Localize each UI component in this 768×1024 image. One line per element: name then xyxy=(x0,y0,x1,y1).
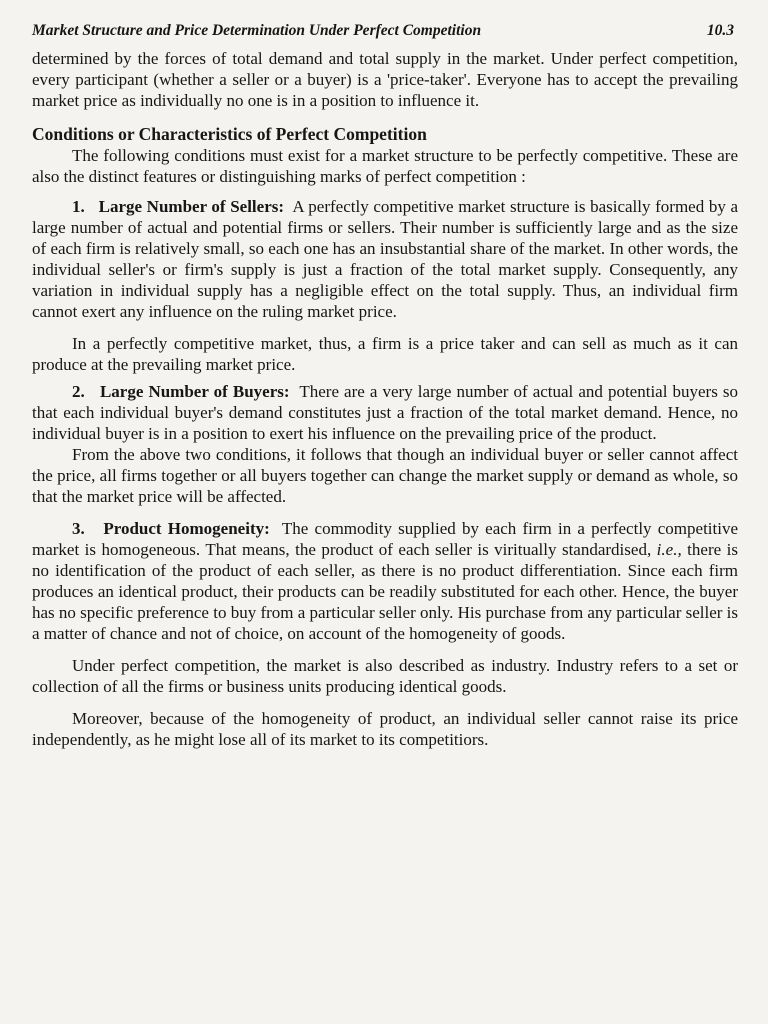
point-heading: Large Number of Buyers: xyxy=(99,382,290,401)
point-number: 1. xyxy=(72,197,85,216)
point-text: There are a very large number of actual and potential buyers so that each individual buyer's demand constitutes just a fraction of the total market demand. Hence, no individual buyer is in a position to exert his influence on the prevailing price of the product. xyxy=(32,382,739,443)
point-product-homogeneity xyxy=(32,518,738,644)
chapter-title: Market Structure and Price Determination Under Perfect Competition xyxy=(32,22,482,39)
point-number: 2. xyxy=(72,382,85,401)
point-followup: Moreover, because of the homogeneity of product, an individual seller cannot raise its price independently, as he might lose all of its market to its competitiors. xyxy=(32,709,738,749)
intro-paragraph: determined by the forces of total demand and total supply in the market. Under perfect competition, every participant (whether a seller or a buyer) is a 'price-taker'. Everyone has to accept the prevailing market price as individually no one is in a position to influence it. xyxy=(32,49,738,110)
running-header xyxy=(32,22,738,40)
section-heading: Conditions or Characteristics of Perfect Competition xyxy=(32,124,427,144)
point-text: there is no identification of the product of each seller, as there is no product differentiation. Since each firm produces an identical product, their products can be readily substituted for each other. Hence, the buyer has no specific preference to buy from a particular seller only. His purchase from any particular seller is a matter of chance and not of choice, on account of the homogeneity of goods. xyxy=(32,540,739,643)
point-text: The commodity supplied by each firm in a perfectly competitive market is homogeneous. That means, the product of each seller is viritually standardised, xyxy=(32,519,739,559)
point-heading: Product Homogeneity: xyxy=(103,519,270,538)
point-followup: Under perfect competition, the market is also described as industry. Industry refers to a set or collection of all the firms or business units producing identical goods. xyxy=(32,656,738,696)
point-number: 3. xyxy=(72,519,85,538)
point-followup: In a perfectly competitive market, thus, a firm is a price taker and can sell as much as it can produce at the prevailing market price. xyxy=(32,334,738,374)
point-heading: Large Number of Sellers: xyxy=(98,197,285,216)
page-number: 10.3 xyxy=(706,22,734,39)
point-followup: From the above two conditions, it follows that though an individual buyer or seller cannot affect the price, all firms together or all buyers together can change the market supply or demand as whole, so that the market price will be affected. xyxy=(32,445,738,506)
section-intro: The following conditions must exist for a market structure to be perfectly competitive. These are also the distinct features or distinguishing marks of perfect competition : xyxy=(32,146,738,186)
point-text: A perfectly competitive market structure is basically formed by a large number of actual and potential firms or sellers. Their number is sufficiently large and as the size of each firm is relatively small, so each one has an insubstantial share of the market. In other words, the individual seller's or firm's supply is just a fraction of the total market supply. Consequently, any variation in individual supply has a negligible effect on the total supply. Thus, an individual firm cannot exert any influence on the ruling market price. xyxy=(32,197,739,321)
point-large-number-of-buyers xyxy=(32,381,738,444)
point-large-number-of-sellers xyxy=(32,196,738,322)
point-text-italic: i.e., xyxy=(656,540,682,559)
